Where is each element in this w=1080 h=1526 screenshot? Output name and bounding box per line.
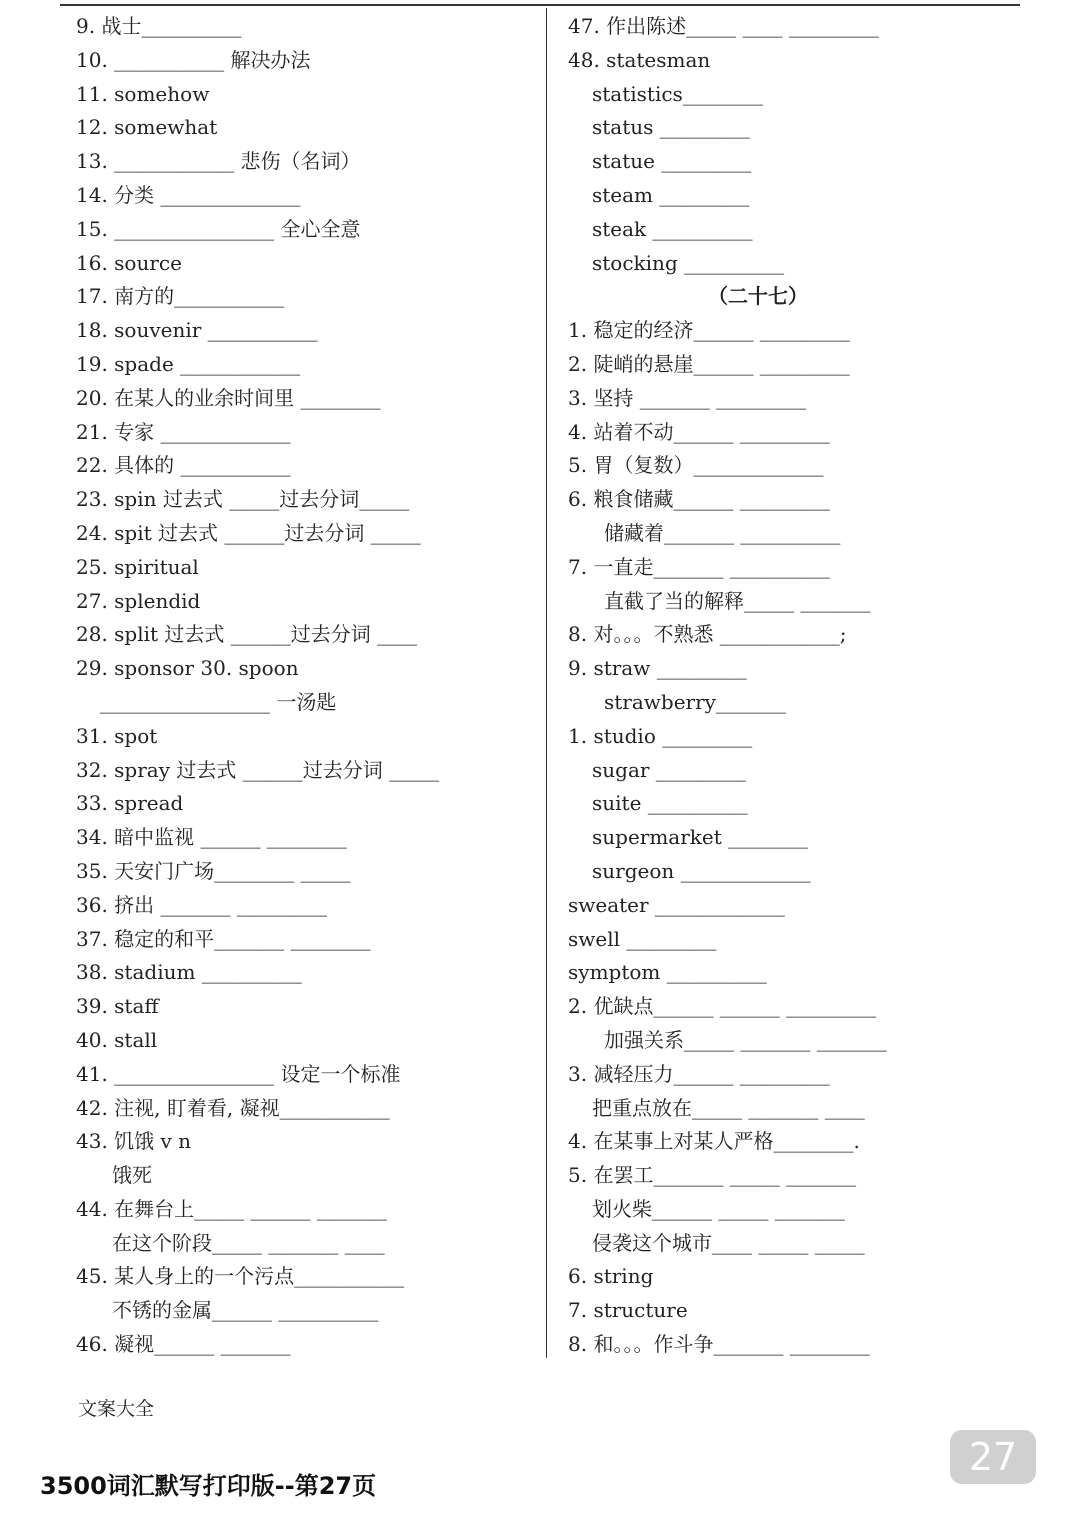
list-item: 直截了当的解释_____ _______ xyxy=(604,588,871,613)
list-item: 33. spread xyxy=(76,791,184,816)
list-item: 加强关系_____ _______ _______ xyxy=(604,1027,887,1052)
list-item: 43. 饥饿 v n xyxy=(76,1129,192,1154)
list-item: 8. 对。。。不熟悉 ____________; xyxy=(568,622,847,647)
list-item: sweater _____________ xyxy=(568,892,785,917)
list-item: 15. ________________ 全心全意 xyxy=(76,216,361,241)
list-item: 39. staff xyxy=(76,994,159,1019)
list-item: 41. ________________ 设定一个标准 xyxy=(76,1061,401,1086)
list-item: status _________ xyxy=(592,115,750,140)
list-item: 不锈的金属______ __________ xyxy=(112,1298,379,1323)
list-item: 侵袭这个城市____ _____ _____ xyxy=(592,1230,865,1255)
list-item: 12. somewhat xyxy=(76,115,218,140)
list-item: 在这个阶段_____ _______ ____ xyxy=(112,1230,385,1255)
list-item: 38. stadium __________ xyxy=(76,960,302,985)
list-item: 44. 在舞台上_____ ______ _______ xyxy=(76,1196,387,1221)
list-item: 42. 注视, 盯着看, 凝视___________ xyxy=(76,1095,390,1120)
page-number-badge: 27 xyxy=(950,1430,1036,1484)
list-item: 把重点放在_____ _______ ____ xyxy=(592,1095,865,1120)
list-item: 40. stall xyxy=(76,1027,158,1052)
list-item: 4. 站着不动______ _________ xyxy=(568,419,830,444)
list-item: 46. 凝视______ _______ xyxy=(76,1332,291,1357)
list-item: 9. 战士__________ xyxy=(76,14,242,38)
list-item: supermarket ________ xyxy=(592,825,809,850)
list-item: steak __________ xyxy=(592,216,753,241)
list-item: surgeon _____________ xyxy=(592,858,811,883)
list-item: 4. 在某事上对某人严格________. xyxy=(568,1129,860,1154)
list-item: sugar _________ xyxy=(592,757,746,782)
list-item: 27. splendid xyxy=(76,588,201,613)
list-item: statistics________ xyxy=(592,81,763,106)
list-item: 11. somehow xyxy=(76,81,210,106)
list-item: 6. string xyxy=(568,1264,654,1289)
list-item: _________________ 一汤匙 xyxy=(100,689,337,714)
list-item: statue _________ xyxy=(592,149,752,174)
list-item: 36. 挤出 _______ _________ xyxy=(76,892,327,917)
list-item: swell _________ xyxy=(568,926,717,951)
list-item: 14. 分类 ______________ xyxy=(76,182,301,207)
top-rule xyxy=(60,4,1020,6)
list-item: 2. 陡峭的悬崖______ _________ xyxy=(568,351,850,376)
list-item: 48. statesman xyxy=(568,47,711,72)
list-item: 9. straw _________ xyxy=(568,656,747,681)
list-item: 饿死 xyxy=(112,1163,152,1188)
list-item: 47. 作出陈述_____ ____ _________ xyxy=(568,14,879,38)
footer-title: 3500词汇默写打印版--第27页 xyxy=(40,1472,377,1500)
left-column xyxy=(76,10,536,1362)
list-item: 23. spin 过去式 _____过去分词_____ xyxy=(76,487,410,512)
list-item: 16. source xyxy=(76,250,182,275)
list-item: 2. 优缺点______ ______ _________ xyxy=(568,994,877,1019)
list-item: 3. 坚持 _______ _________ xyxy=(568,385,807,410)
footer-note: 文案大全 xyxy=(78,1398,155,1420)
list-item: 45. 某人身上的一个污点___________ xyxy=(76,1264,405,1289)
list-item: 储藏着_______ __________ xyxy=(604,520,841,545)
list-item: 10. ___________ 解决办法 xyxy=(76,47,311,72)
list-item: 划火柴______ _____ _______ xyxy=(592,1196,845,1221)
list-item: 17. 南方的___________ xyxy=(76,284,285,309)
list-item: 5. 在罢工_______ _____ _______ xyxy=(568,1163,857,1188)
list-item: 6. 粮食储藏______ _________ xyxy=(568,487,830,512)
list-item: 32. spray 过去式 ______过去分词 _____ xyxy=(76,757,440,782)
column-divider xyxy=(546,8,547,1358)
list-item: 13. ____________ 悲伤（名词） xyxy=(76,149,361,174)
list-item: 1. studio _________ xyxy=(568,723,753,748)
list-item: 35. 天安门广场________ _____ xyxy=(76,858,351,883)
list-item: 1. 稳定的经济______ _________ xyxy=(568,318,850,343)
list-item: 7. structure xyxy=(568,1298,688,1323)
list-item: 28. split 过去式 ______过去分词 ____ xyxy=(76,622,418,647)
list-item: 21. 专家 _____________ xyxy=(76,419,291,444)
list-item: steam _________ xyxy=(592,182,750,207)
list-item: 18. souvenir ___________ xyxy=(76,318,318,343)
list-item: 29. sponsor 30. spoon xyxy=(76,656,299,681)
list-item: strawberry_______ xyxy=(604,689,786,714)
list-item: 22. 具体的 ___________ xyxy=(76,453,291,478)
list-item: 25. spiritual xyxy=(76,554,199,579)
list-item: 37. 稳定的和平_______ ________ xyxy=(76,926,371,951)
list-item: suite __________ xyxy=(592,791,748,816)
list-item: 3. 减轻压力______ _________ xyxy=(568,1061,830,1086)
list-item: 7. 一直走_______ __________ xyxy=(568,554,830,579)
section-heading: （二十七） xyxy=(708,284,808,309)
list-item: 31. spot xyxy=(76,723,158,748)
list-item: stocking __________ xyxy=(592,250,785,275)
right-column xyxy=(568,10,1028,1362)
list-item: 20. 在某人的业余时间里 ________ xyxy=(76,385,381,410)
list-item: 24. spit 过去式 ______过去分词 _____ xyxy=(76,520,421,545)
list-item: symptom __________ xyxy=(568,960,767,985)
list-item: 8. 和。。。作斗争_______ ________ xyxy=(568,1332,870,1357)
list-item: 19. spade ____________ xyxy=(76,351,301,376)
list-item: 5. 胃（复数）_____________ xyxy=(568,453,824,478)
list-item: 34. 暗中监视 ______ ________ xyxy=(76,825,347,850)
